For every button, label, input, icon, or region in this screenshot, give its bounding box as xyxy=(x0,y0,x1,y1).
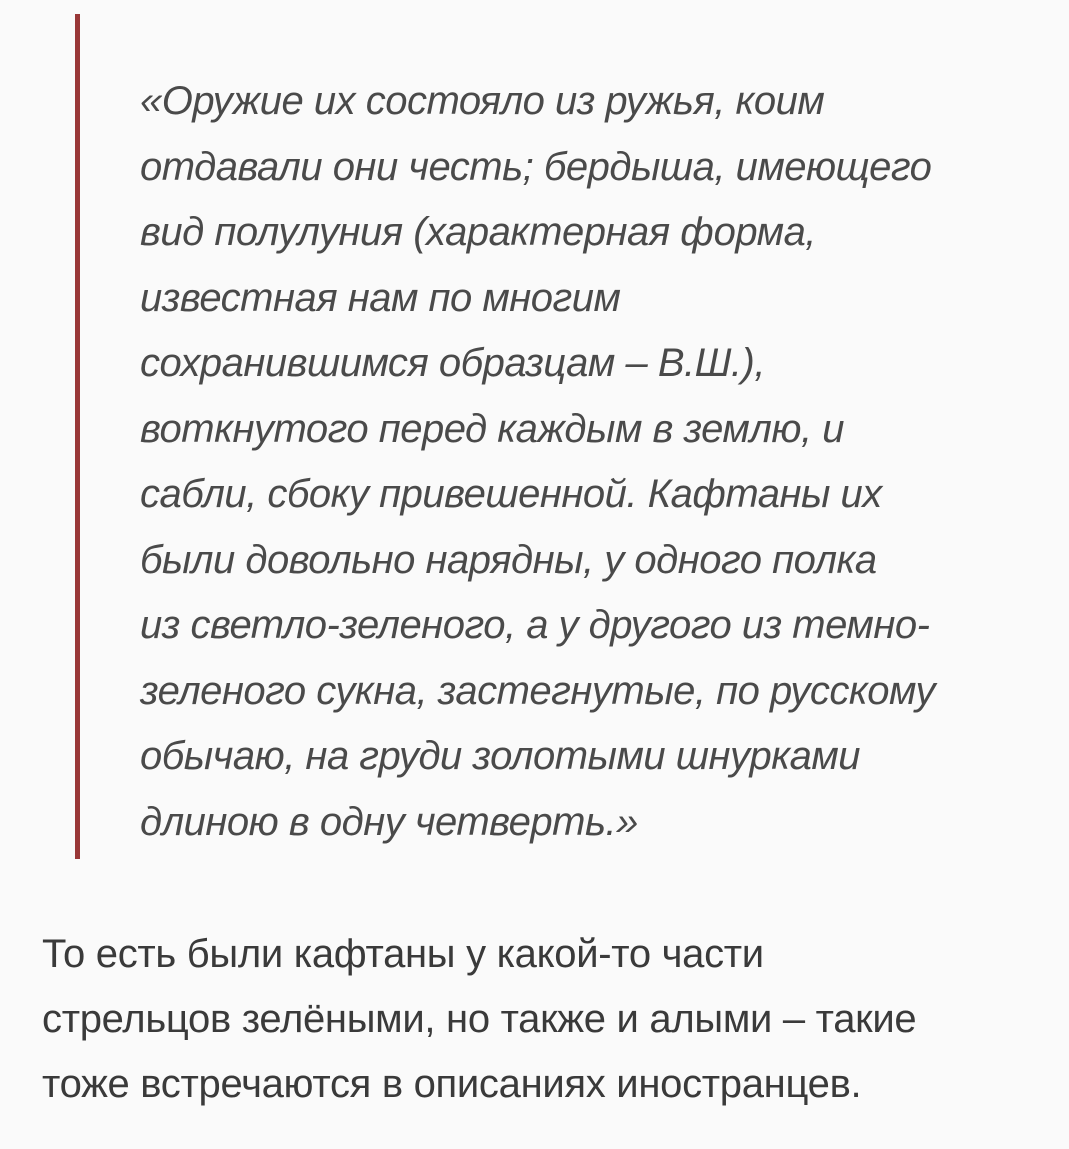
blockquote-line: обычаю, на груди золотыми шнурками xyxy=(140,734,861,778)
blockquote-line: сохранившимся образцам – В.Ш.), xyxy=(140,341,765,385)
blockquote-line: из светло-зеленого, а у другого из темно- xyxy=(140,603,930,647)
blockquote-line: известная нам по многим xyxy=(140,275,621,320)
body-paragraph xyxy=(42,922,1032,1117)
blockquote-line: были довольно нарядны, у одного полка xyxy=(140,537,877,582)
blockquote xyxy=(75,14,1015,859)
blockquote-line: воткнутого перед каждым в землю, и xyxy=(140,406,844,451)
blockquote-text xyxy=(140,69,980,855)
blockquote-line: зеленого сукна, застегнутые, по русскому xyxy=(140,668,935,713)
blockquote-line: сабли, сбоку привешенной. Кафтаны их xyxy=(140,472,882,516)
paragraph-line: То есть были кафтаны у какой-то части xyxy=(42,932,764,976)
paragraph-line: тоже встречаются в описаниях иностранцев. xyxy=(42,1062,862,1106)
blockquote-line: «Оружие их состояло из ружья, коим xyxy=(140,79,825,123)
blockquote-line: отдавали они честь; бердыша, имеющего xyxy=(140,144,932,189)
paragraph-line: стрельцов зелёными, но также и алыми – такие xyxy=(42,997,917,1041)
blockquote-line: вид полулуния (характерная форма, xyxy=(140,210,816,254)
blockquote-line: длиною в одну четверть.» xyxy=(140,799,638,844)
